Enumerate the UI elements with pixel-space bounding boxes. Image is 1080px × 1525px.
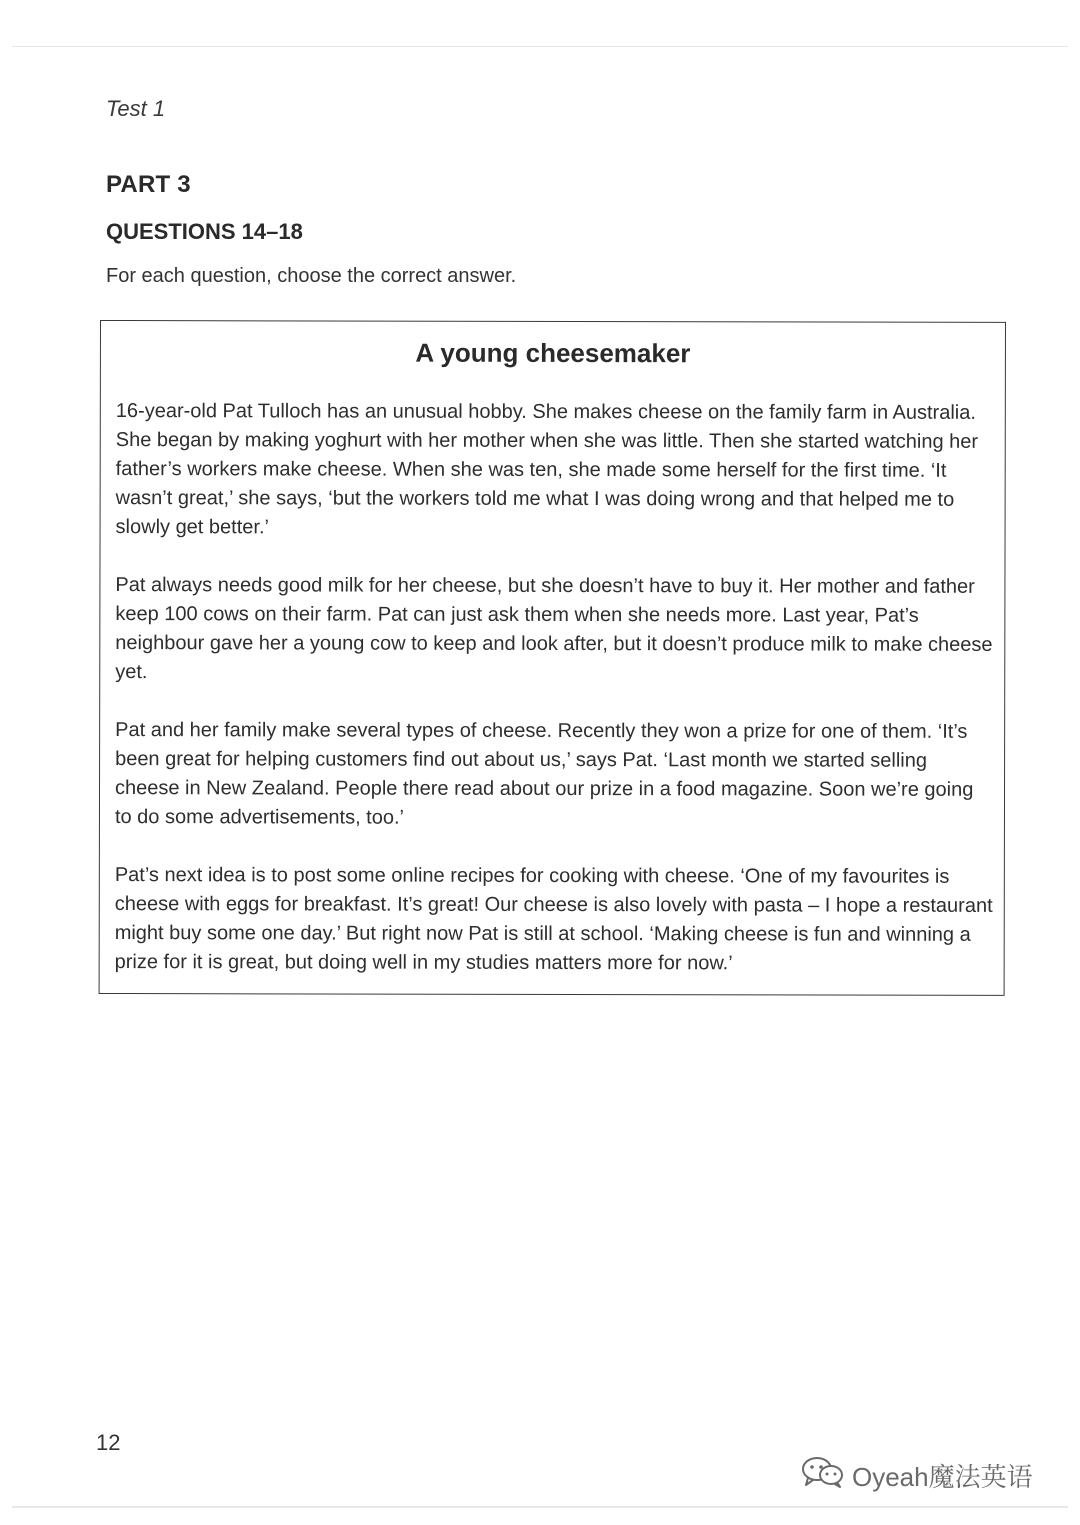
top-rule bbox=[12, 46, 1068, 47]
passage-paragraph-4: Pat’s next idea is to post some online recipes for cooking with cheese. ‘One of my favourites is cheese with eggs for breakfast. It’s great! Our cheese is also lovely with pasta – I hope a restaurant might buy some one day.’ But right now Pat is still at school. ‘Making cheese is fun and winning a prize for it is great, but doing well in my studies matters more for now.’ bbox=[114, 864, 993, 975]
passage-paragraph-2: Pat always needs good milk for her cheese, but she doesn’t have to buy it. Her mother and father keep 100 cows on their farm. Pat can just ask them when she needs more. Last year, Pat’s neighbour gave her a young cow to keep and look after, but it doesn’t produce milk to make cheese yet. bbox=[115, 574, 993, 684]
passage-title: A young cheesemaker bbox=[415, 337, 691, 369]
passage-paragraph-1: 16-year-old Pat Tulloch has an unusual hobby. She makes cheese on the family farm in Australia. She began by making yoghurt with her mother when she was little. Then she started watching her father’s workers make cheese. When she was ten, she made some herself for the first time. ‘It wasn’t great,’ she says, ‘but the workers told me what I was doing wrong and that helped me to slowly get better.’ bbox=[115, 400, 979, 539]
instruction-text: For each question, choose the correct answer. bbox=[106, 265, 517, 287]
page-number: 12 bbox=[96, 1430, 121, 1455]
bottom-rule bbox=[12, 1506, 1068, 1508]
passage-paragraph-3: Pat and her family make several types of cheese. Recently they won a prize for one of them. ‘It’s been great for helping customers find out about us,’ says Pat. ‘Last month we started selling cheese in New Zealand. People there read about our prize in a food magazine. Soon we’re going to do some advertisements, too.’ bbox=[114, 719, 974, 829]
watermark-text: Oyeah魔法英语 bbox=[852, 1462, 1033, 1492]
watermark bbox=[800, 1455, 1033, 1496]
wechat-icon bbox=[800, 1455, 846, 1496]
passage-body bbox=[115, 397, 995, 1008]
test-label: Test 1 bbox=[106, 96, 166, 121]
questions-title: QUESTIONS 14–18 bbox=[106, 219, 303, 244]
part-title: PART 3 bbox=[106, 171, 191, 198]
passage-box bbox=[99, 320, 1006, 996]
